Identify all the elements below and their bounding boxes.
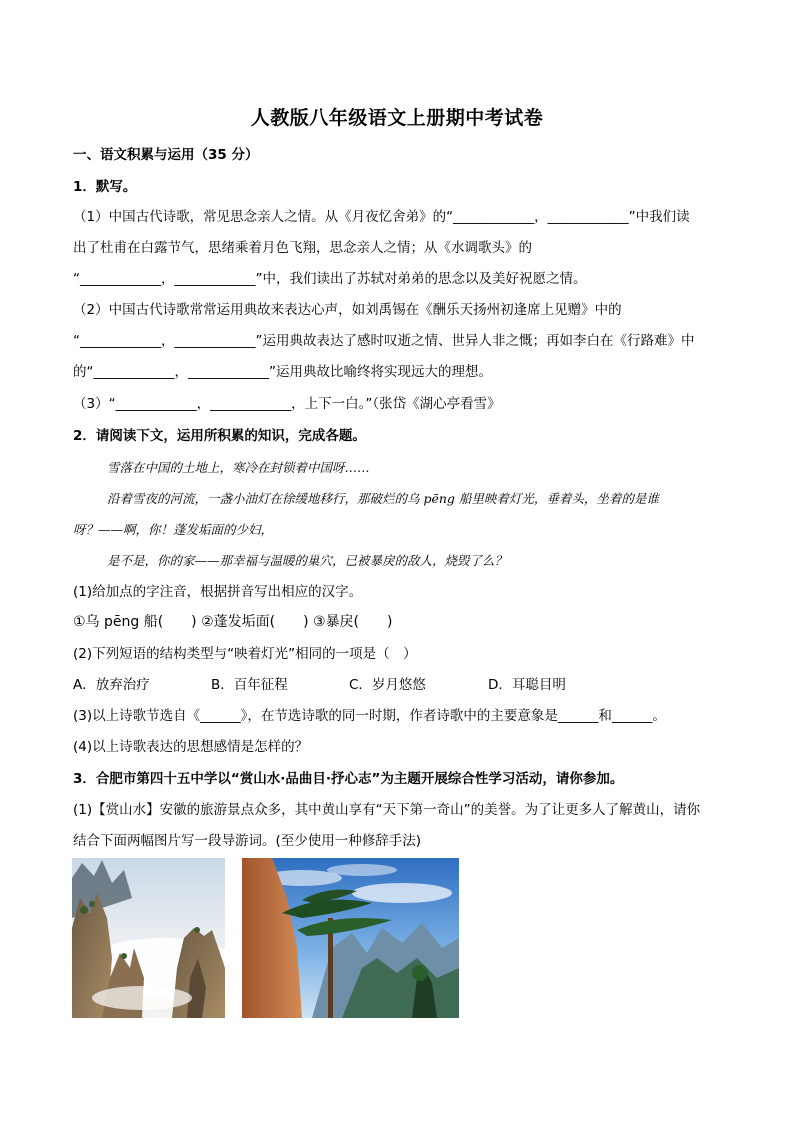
poem-line-1: 雪落在中国的土地上，寒冷在封锁着中国呀…… bbox=[107, 460, 370, 475]
guest-pine-photo bbox=[242, 858, 459, 1018]
q2-sub-3: (3)以上诗歌节选自《______》，在节选诗歌的同一时期，作者诗歌中的主要意象是______和______。 bbox=[73, 708, 666, 724]
option-a: A．放弃治疗 bbox=[73, 677, 150, 693]
q1-line-7: （3）“____________，____________，上下一白。”（张岱《湖心亭看雪》 bbox=[73, 396, 501, 412]
q2-sub-2: (2)下列短语的结构类型与“映着灯光”相同的一项是（ ） bbox=[73, 646, 417, 662]
q2-sub-1-options: ①乌 pēng 船( ) ②蓬发垢面( ) ③暴戾( ) bbox=[73, 614, 393, 630]
section-heading: 一、语文积累与运用（35 分） bbox=[73, 147, 259, 163]
poem-line-3: 呀？——啊，你！蓬发垢面的少妇， bbox=[73, 522, 274, 537]
question-3-heading: 3．合肥市第四十五中学以“赏山水·品曲目·抒心志”为主题开展综合性学习活动，请你参加。 bbox=[73, 771, 624, 787]
q1-line-5: “____________，____________”运用典故表达了感时叹逝之情、世异人非之慨；再如李白在《行路难》中 bbox=[73, 333, 695, 349]
poem-line-4: 是不是，你的家——那幸福与温暖的巢穴，已被暴戾的敌人，烧毁了么？ bbox=[107, 553, 508, 568]
option-b: B．百年征程 bbox=[211, 677, 288, 693]
option-c: C．岁月悠悠 bbox=[349, 677, 426, 693]
poem-line-2: 沿着雪夜的河流，一盏小油灯在徐缓地移行，那破烂的乌 pēng 船里映着灯光，垂着头，坐着的是谁 bbox=[107, 491, 659, 506]
question-1-heading: 1．默写。 bbox=[73, 179, 137, 195]
q1-line-3: “____________，____________”中，我们读出了苏轼对弟弟的思念以及美好祝愿之情。 bbox=[73, 271, 587, 287]
page-title: 人教版八年级语文上册期中考试卷 bbox=[250, 107, 544, 129]
question-2-heading: 2．请阅读下文，运用所积累的知识，完成各题。 bbox=[73, 428, 366, 444]
q3-line-1: (1)【赏山水】安徽的旅游景点众多，其中黄山享有“天下第一奇山”的美誉。为了让更多人了解黄山，请你 bbox=[73, 802, 701, 818]
q2-sub-4: (4)以上诗歌表达的思想感情是怎样的？ bbox=[73, 739, 309, 755]
q2-sub-1: (1)给加点的字注音，根据拼音写出相应的汉字。 bbox=[73, 584, 363, 600]
q3-line-2: 结合下面两幅图片写一段导游词。(至少使用一种修辞手法) bbox=[73, 833, 422, 849]
q1-line-4: （2）中国古代诗歌常常运用典故来表达心声，如刘禹锡在《酬乐天扬州初逢席上见赠》中的 bbox=[73, 302, 622, 318]
q1-line-6: 的“____________，____________”运用典故比喻终将实现远大的理想。 bbox=[73, 364, 492, 380]
q1-line-1: （1）中国古代诗歌，常见思念亲人之情。从《月夜忆舍弟》的“____________，____________”中我们读 bbox=[73, 209, 690, 225]
option-d: D．耳聪目明 bbox=[488, 677, 566, 693]
huangshan-peaks-photo bbox=[72, 858, 225, 1018]
q1-line-2: 出了杜甫在白露节气，思绪乘着月色飞翔，思念亲人之情；从《水调歌头》的 bbox=[73, 240, 532, 256]
